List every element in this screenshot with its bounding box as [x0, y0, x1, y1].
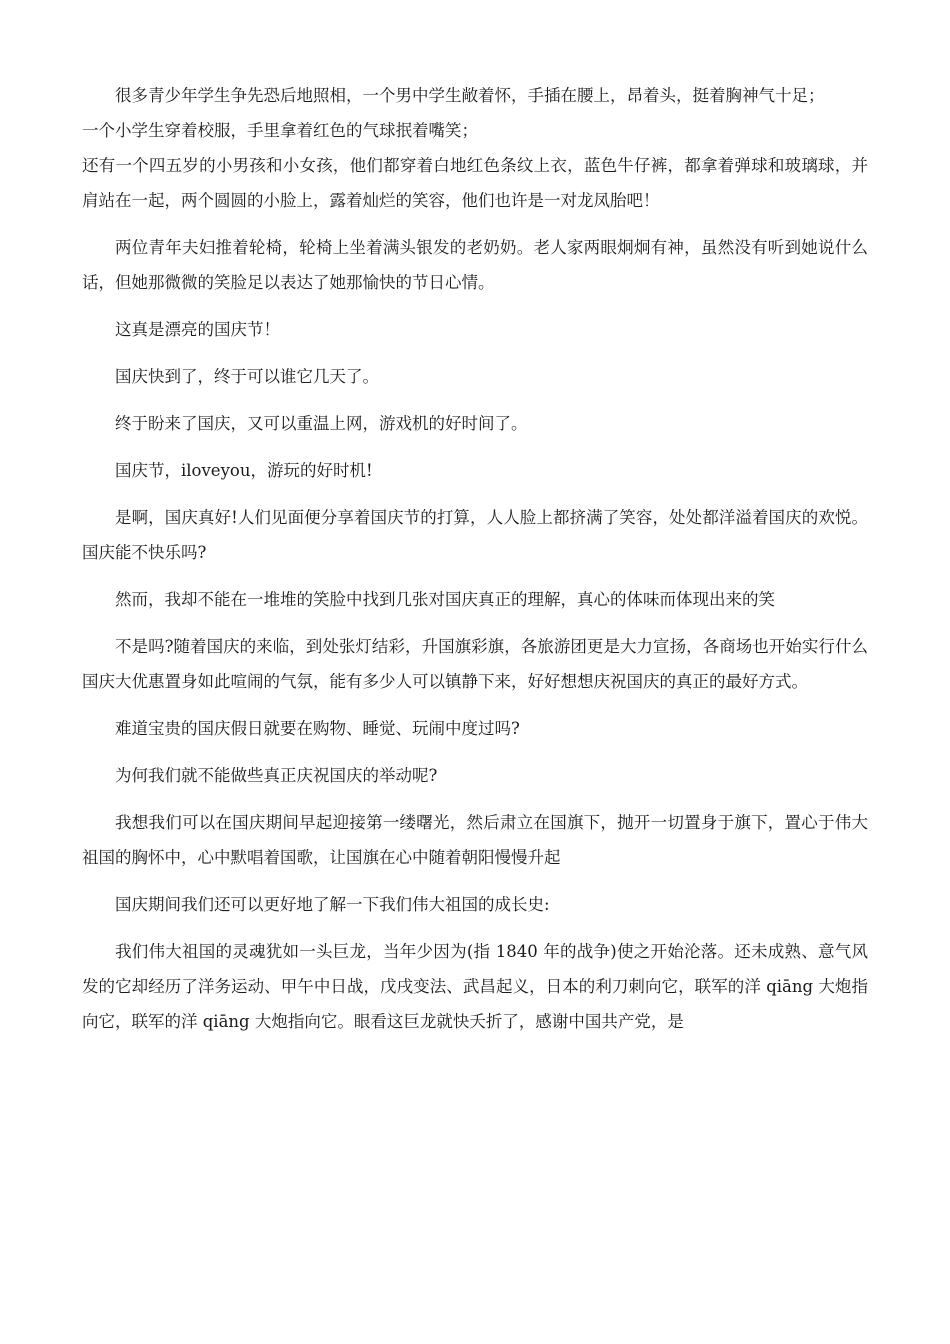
paragraph-national-day-good: 是啊，国庆真好!人们见面便分享着国庆节的打算，人人脸上都挤满了笑容，处处都洋溢着国庆的欢悦。国庆能不快乐吗? — [82, 508, 868, 562]
paragraph-however: 然而，我却不能在一堆堆的笑脸中找到几张对国庆真正的理解，真心的体味而体现出来的笑 — [115, 590, 775, 609]
paragraph-flag-raising: 我想我们可以在国庆期间早起迎接第一缕曙光，然后肃立在国旗下，抛开一切置身于旗下，置心于伟大祖国的胸怀中，心中默唱着国歌，让国旗在心中随着朝阳慢慢升起 — [82, 813, 868, 867]
paragraph-online-games: 终于盼来了国庆，又可以重温上网，游戏机的好时间了。 — [115, 414, 528, 433]
paragraph-photo-students: 很多青少年学生争先恐后地照相，一个男中学生敞着怀，手插在腰上，昂着头，挺着胸神气十足； — [115, 86, 825, 105]
paragraph-history-intro: 国庆期间我们还可以更好地了解一下我们伟大祖国的成长史: — [115, 895, 550, 914]
paragraph-question-shopping: 难道宝贵的国庆假日就要在购物、睡觉、玩闹中度过吗? — [115, 719, 520, 738]
paragraph-twins: 还有一个四五岁的小男孩和小女孩，他们都穿着白地红色条纹上衣，蓝色牛仔裤，都拿着弹球和玻璃球，并肩站在一起，两个圆圆的小脸上，露着灿烂的笑容，他们也许是一对龙凤胎吧！ — [82, 156, 868, 210]
paragraph-schoolchild: 一个小学生穿着校服，手里拿着红色的气球抿着嘴笑； — [82, 121, 478, 140]
paragraph-grandma: 两位青年夫妇推着轮椅，轮椅上坐着满头银发的老奶奶。老人家两眼炯炯有神，虽然没有听到她说什么话，但她那微微的笑脸足以表达了她那愉快的节日心情。 — [82, 238, 868, 292]
paragraph-decorations: 不是吗?随着国庆的来临，到处张灯结彩，升国旗彩旗，各旅游团更是大力宣扬，各商场也开始实行什么国庆大优惠置身如此喧闹的气氛，能有多少人可以镇静下来，好好想想庆祝国庆的真正的最好方式。 — [82, 637, 868, 691]
document-page — [82, 78, 868, 1051]
paragraph-history-dragon: 我们伟大祖国的灵魂犹如一头巨龙，当年少因为(指 1840 年的战争)使之开始沦落。还未成熟、意气风发的它却经历了洋务运动、甲午中日战，戊戌变法、武昌起义，日本的利刀刺向它，联军的洋 qiāng 大炮指向它，联军的洋 qiāng 大炮指向它。眼看这巨龙就快夭折了，感谢中国共产党，是 — [82, 942, 868, 1031]
paragraph-holiday-coming: 国庆快到了，终于可以谁它几天了。 — [115, 367, 379, 386]
paragraph-i-love-you: 国庆节，iloveyou，游玩的好时机! — [115, 461, 373, 480]
paragraph-question-celebrate: 为何我们就不能做些真正庆祝国庆的举动呢? — [115, 766, 438, 785]
paragraph-beautiful-holiday: 这真是漂亮的国庆节！ — [115, 320, 280, 339]
